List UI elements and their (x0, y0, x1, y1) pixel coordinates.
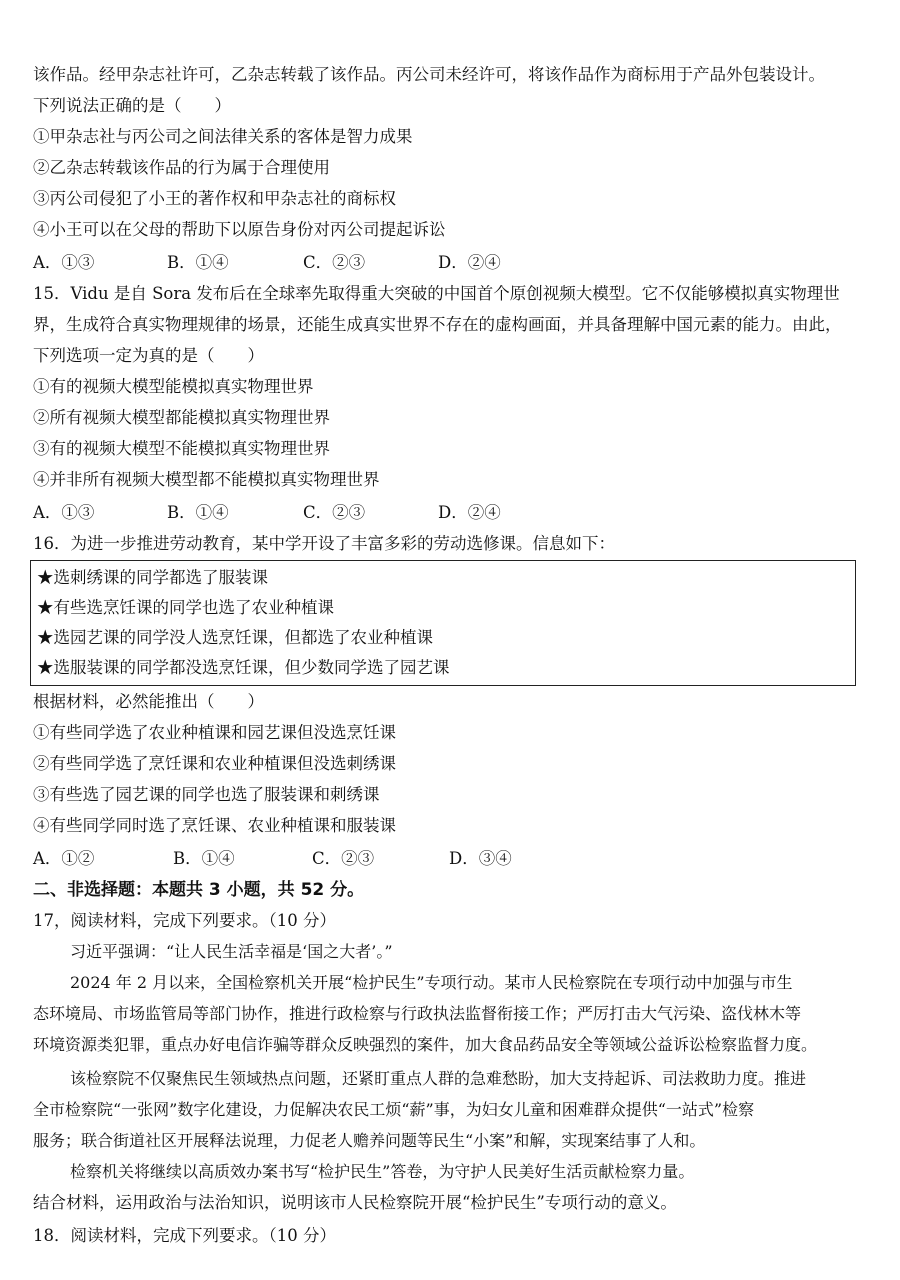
q16-info-item-4: ★选服装课的同学都没选烹饪课，但少数同学选了园艺课 (37, 658, 450, 677)
q14-option-d[interactable]: D．②④ (438, 253, 501, 272)
q17-quote: 习近平强调：“让人民生活幸福是‘国之大者’。” (70, 942, 393, 961)
q17-para3: 检察机关将继续以高质效办案书写“检护民生”答卷，为守护人民美好生活贡献检察力量。 (70, 1162, 695, 1181)
q14-statement-4: ④小王可以在父母的帮助下以原告身份对丙公司提起诉讼 (33, 220, 446, 239)
q16-option-d[interactable]: D．③④ (449, 849, 512, 868)
q15-statement-3: ③有的视频大模型不能模拟真实物理世界 (33, 439, 330, 458)
q17-para1-line-1: 2024 年 2 月以来，全国检察机关开展“检护民生”专项行动。某市人民检察院在专项行动中加强与市生 (70, 973, 793, 992)
section-2-title: 二、非选择题：本题共 3 小题，共 52 分。 (33, 880, 365, 900)
q16-option-c[interactable]: C．②③ (312, 849, 375, 868)
q15-statement-2: ②所有视频大模型都能模拟真实物理世界 (33, 408, 330, 427)
q15-prompt: 下列选项一定为真的是（ ） (33, 346, 264, 365)
q14-prompt: 下列说法正确的是（ ） (33, 96, 231, 115)
q15-option-b[interactable]: B．①④ (167, 503, 229, 522)
q18-heading: 18．阅读材料，完成下列要求。（10 分） (33, 1226, 336, 1245)
q14-option-c[interactable]: C．②③ (303, 253, 366, 272)
q16-info-box (30, 560, 856, 686)
q14-statement-3: ③丙公司侵犯了小王的著作权和甲杂志社的商标权 (33, 189, 396, 208)
q16-option-a[interactable]: A．①② (33, 849, 95, 868)
q15-option-c[interactable]: C．②③ (303, 503, 366, 522)
q15-statement-4: ④并非所有视频大模型都不能模拟真实物理世界 (33, 470, 380, 489)
q14-statement-2: ②乙杂志转载该作品的行为属于合理使用 (33, 158, 330, 177)
q17-para2-line-3: 服务；联合街道社区开展释法说理，力促老人赡养问题等民生“小案”和解，实现案结事了人和。 (33, 1131, 706, 1150)
q16-info-item-1: ★选刺绣课的同学都选了服装课 (37, 568, 268, 587)
q16-statement-2: ②有些同学选了烹饪课和农业种植课但没选刺绣课 (33, 754, 396, 773)
q16-statement-4: ④有些同学同时选了烹饪课、农业种植课和服装课 (33, 816, 396, 835)
q16-option-b[interactable]: B．①④ (173, 849, 235, 868)
q14-option-b[interactable]: B．①④ (167, 253, 229, 272)
q17-task: 结合材料，运用政治与法治知识，说明该市人民检察院开展“检护民生”专项行动的意义。 (33, 1193, 677, 1212)
q17-heading: 17，阅读材料，完成下列要求。（10 分） (33, 911, 336, 930)
q16-prompt: 根据材料，必然能推出（ ） (33, 692, 264, 711)
q17-para2-line-2: 全市检察院“一张网”数字化建设，力促解决农民工烦“薪”事，为妇女儿童和困难群众提供“一站式”检察 (33, 1100, 755, 1119)
q14-option-a[interactable]: A．①③ (33, 253, 95, 272)
q17-para2-line-1: 该检察院不仅聚焦民生领域热点问题，还紧盯重点人群的急难愁盼，加大支持起诉、司法救助力度。推进 (70, 1069, 807, 1088)
q16-info-item-3: ★选园艺课的同学没人选烹饪课，但都选了农业种植课 (37, 628, 433, 647)
q15-line-2: 界，生成符合真实物理规律的场景，还能生成真实世界不存在的虚构画面，并具备理解中国元素的能力。由此， (33, 315, 842, 334)
q16-statement-1: ①有些同学选了农业种植课和园艺课但没选烹饪课 (33, 723, 396, 742)
q16-intro: 16．为进一步推进劳动教育，某中学开设了丰富多彩的劳动选修课。信息如下： (33, 534, 615, 553)
q15-option-d[interactable]: D．②④ (438, 503, 501, 522)
q17-para1-line-2: 态环境局、市场监管局等部门协作，推进行政检察与行政执法监督衔接工作；严厉打击大气污染、盗伐林木等 (33, 1004, 802, 1023)
q14-continued-line: 该作品。经甲杂志社许可，乙杂志转载了该作品。丙公司未经许可，将该作品作为商标用于产品外包装设计。 (33, 65, 825, 84)
q15-line-1: 15．Vidu 是自 Sora 发布后在全球率先取得重大突破的中国首个原创视频大模型。它不仅能够模拟真实物理世 (33, 284, 840, 303)
q15-statement-1: ①有的视频大模型能模拟真实物理世界 (33, 377, 314, 396)
q17-para1-line-3: 环境资源类犯罪，重点办好电信诈骗等群众反映强烈的案件，加大食品药品安全等领域公益诉讼检察监督力度。 (33, 1035, 818, 1054)
q16-statement-3: ③有些选了园艺课的同学也选了服装课和刺绣课 (33, 785, 380, 804)
q15-option-a[interactable]: A．①③ (33, 503, 95, 522)
q14-statement-1: ①甲杂志社与丙公司之间法律关系的客体是智力成果 (33, 127, 413, 146)
q16-info-item-2: ★有些选烹饪课的同学也选了农业种植课 (37, 598, 334, 617)
